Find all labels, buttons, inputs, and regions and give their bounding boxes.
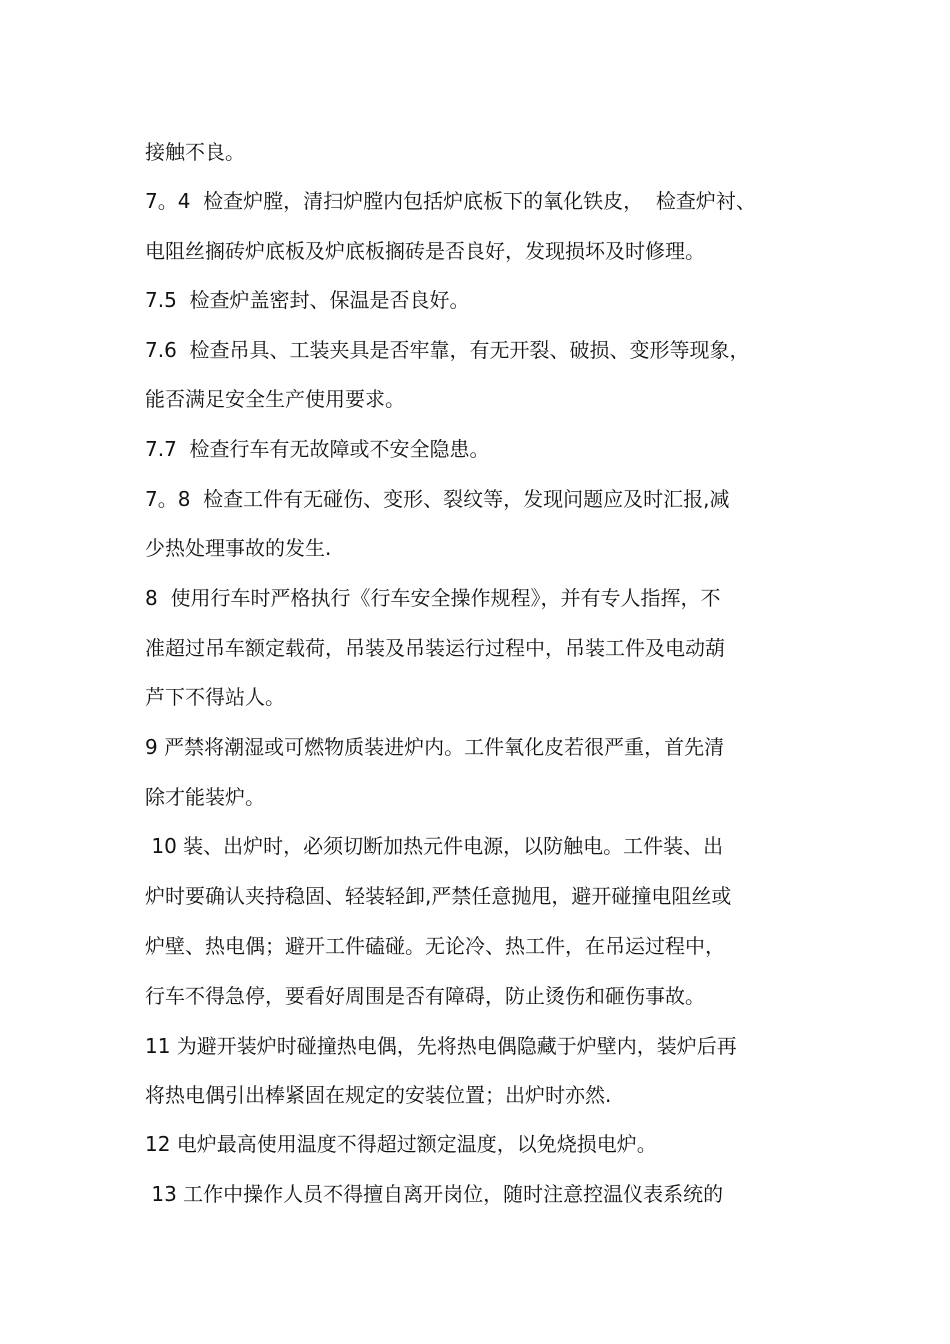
text-line: 7。8 检查工件有无碰伤、变形、裂纹等，发现问题应及时汇报,减 xyxy=(145,487,730,511)
text-line: 芦下不得站人。 xyxy=(145,685,285,709)
text-line: 电阻丝搁砖炉底板及炉底板搁砖是否良好，发现损坏及时修理。 xyxy=(145,239,705,263)
text-line: 7.5 检查炉盖密封、保温是否良好。 xyxy=(145,288,470,312)
text-line: 除才能装炉。 xyxy=(145,785,265,809)
text-line: 炉时要确认夹持稳固、轻装轻卸,严禁任意抛甩，避开碰撞电阻丝或 xyxy=(145,884,732,908)
text-line: 炉壁、热电偶；避开工件磕碰。无论冷、热工件，在吊运过程中， xyxy=(145,934,725,958)
text-line: 行车不得急停，要看好周围是否有障碍，防止烫伤和砸伤事故。 xyxy=(145,984,705,1008)
text-line: 将热电偶引出棒紧固在规定的安装位置；出炉时亦然. xyxy=(145,1083,612,1107)
text-line: 7.7 检查行车有无故障或不安全隐患。 xyxy=(145,437,490,461)
text-line: 7。4 检查炉膛，清扫炉膛内包括炉底板下的氧化铁皮， 检查炉衬、 xyxy=(145,189,756,213)
text-line: 12 电炉最高使用温度不得超过额定温度，以免烧损电炉。 xyxy=(145,1132,657,1156)
text-line: 11 为避开装炉时碰撞热电偶，先将热电偶隐藏于炉壁内，装炉后再 xyxy=(145,1034,737,1058)
text-line: 能否满足安全生产使用要求。 xyxy=(145,387,405,411)
text-line: 少热处理事故的发生. xyxy=(145,536,332,560)
text-line: 10 装、出炉时，必须切断加热元件电源，以防触电。工件装、出 xyxy=(145,834,724,858)
text-line: 13 工作中操作人员不得擅自离开岗位，随时注意控温仪表系统的 xyxy=(145,1182,724,1206)
text-line: 7.6 检查吊具、工装夹具是否牢靠，有无开裂、破损、变形等现象， xyxy=(145,338,750,362)
text-line: 9 严禁将潮湿或可燃物质装进炉内。工件氧化皮若很严重，首先清 xyxy=(145,735,725,759)
text-line: 接触不良。 xyxy=(145,140,245,164)
text-line: 8 使用行车时严格执行《行车安全操作规程》，并有专人指挥，不 xyxy=(145,586,721,610)
text-line: 准超过吊车额定载荷，吊装及吊装运行过程中，吊装工件及电动葫 xyxy=(145,636,725,660)
